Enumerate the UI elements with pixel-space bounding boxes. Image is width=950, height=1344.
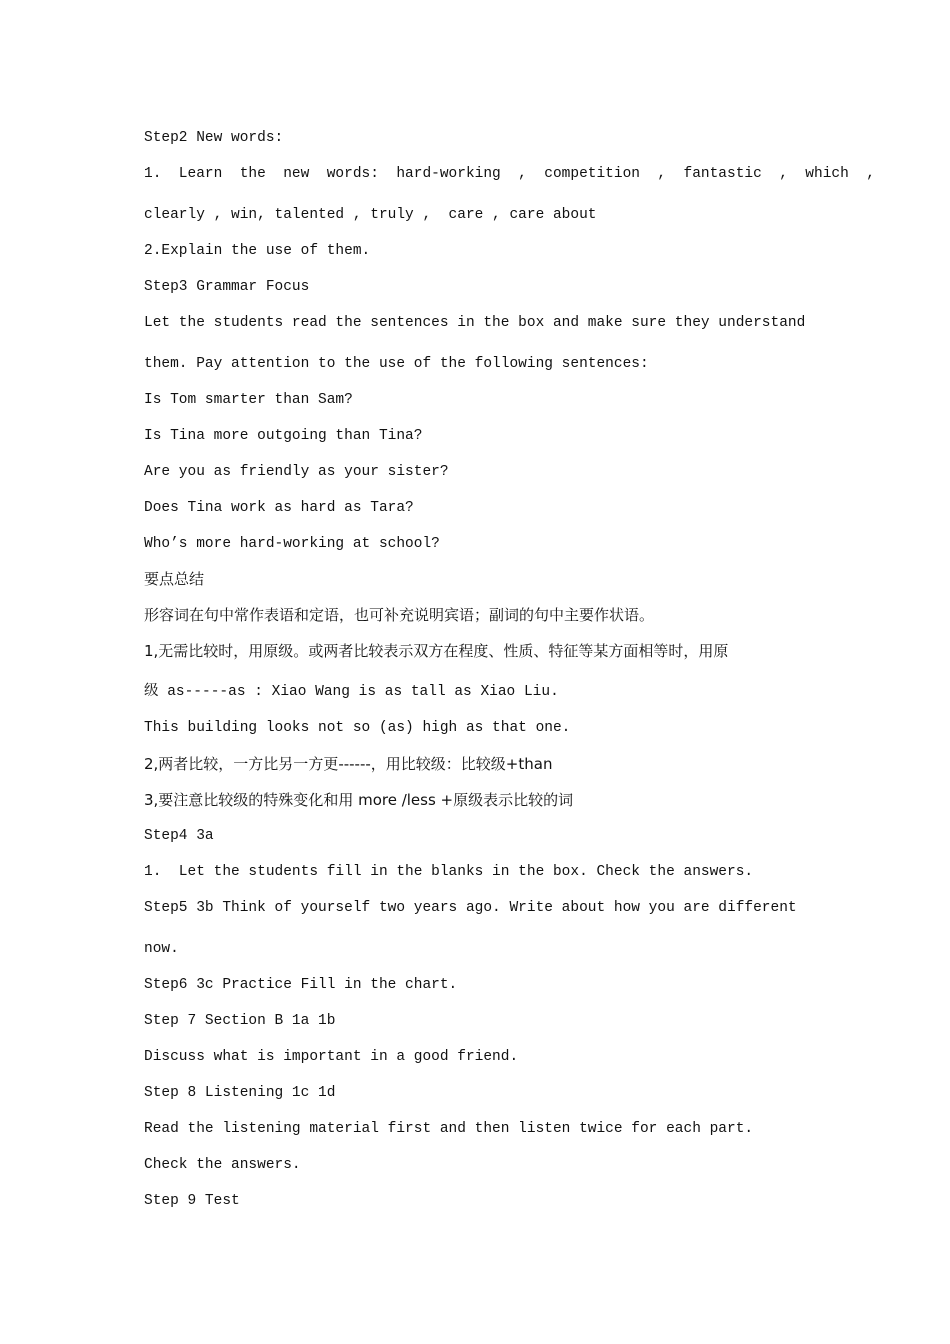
summary-line-1: 形容词在句中常作表语和定语，也可补充说明宾语；副词的句中主要作状语。 <box>144 606 655 624</box>
summary-heading: 要点总结 <box>144 570 205 588</box>
step2-heading: Step2 New words: <box>144 130 284 146</box>
step4-heading: Step4 3a <box>144 828 214 844</box>
step6-heading: Step6 3c Practice Fill in the chart. <box>144 977 458 993</box>
step5-line-1: Step5 3b Think of yourself two years ago. Write about how you are different <box>144 900 797 916</box>
example-sentence-1: Is Tom smarter than Sam? <box>144 392 353 408</box>
example-sentence-2: Is Tina more outgoing than Tina? <box>144 428 423 444</box>
summary-line-3: 级 as-----as : Xiao Wang is as tall as Xiao Liu. <box>144 684 559 700</box>
new-words-line-1: 1. Learn the new words: hard-working , competition , fantastic , which , <box>144 166 875 182</box>
step7-instruction: Discuss what is important in a good friend. <box>144 1049 519 1065</box>
summary-line-4: This building looks not so (as) high as that one. <box>144 720 571 736</box>
new-words-line-2: clearly , win, talented , truly , care , care about <box>144 207 597 223</box>
explain-use-line: 2.Explain the use of them. <box>144 243 371 259</box>
example-sentence-5: Who’s more hard-working at school? <box>144 536 440 552</box>
step8-instruction-1: Read the listening material first and then listen twice for each part. <box>144 1121 754 1137</box>
step8-heading: Step 8 Listening 1c 1d <box>144 1085 336 1101</box>
grammar-instruction-line-1: Let the students read the sentences in the box and make sure they understand <box>144 315 806 331</box>
step9-heading: Step 9 Test <box>144 1193 240 1209</box>
summary-line-2: 1,无需比较时，用原级。或两者比较表示双方在程度、性质、特征等某方面相等时，用原 <box>144 642 729 660</box>
step3-heading: Step3 Grammar Focus <box>144 279 310 295</box>
summary-line-6: 3,要注意比较级的特殊变化和用 more /less +原级表示比较的词 <box>144 791 574 809</box>
step8-instruction-2: Check the answers. <box>144 1157 301 1173</box>
step5-line-2: now. <box>144 941 179 957</box>
example-sentence-3: Are you as friendly as your sister? <box>144 464 449 480</box>
step4-instruction: 1. Let the students fill in the blanks in the box. Check the answers. <box>144 864 754 880</box>
example-sentence-4: Does Tina work as hard as Tara? <box>144 500 414 516</box>
step7-heading: Step 7 Section B 1a 1b <box>144 1013 336 1029</box>
grammar-instruction-line-2: them. Pay attention to the use of the following sentences: <box>144 356 649 372</box>
summary-line-5: 2,两者比较，一方比另一方更------，用比较级：比较级+than <box>144 755 553 773</box>
